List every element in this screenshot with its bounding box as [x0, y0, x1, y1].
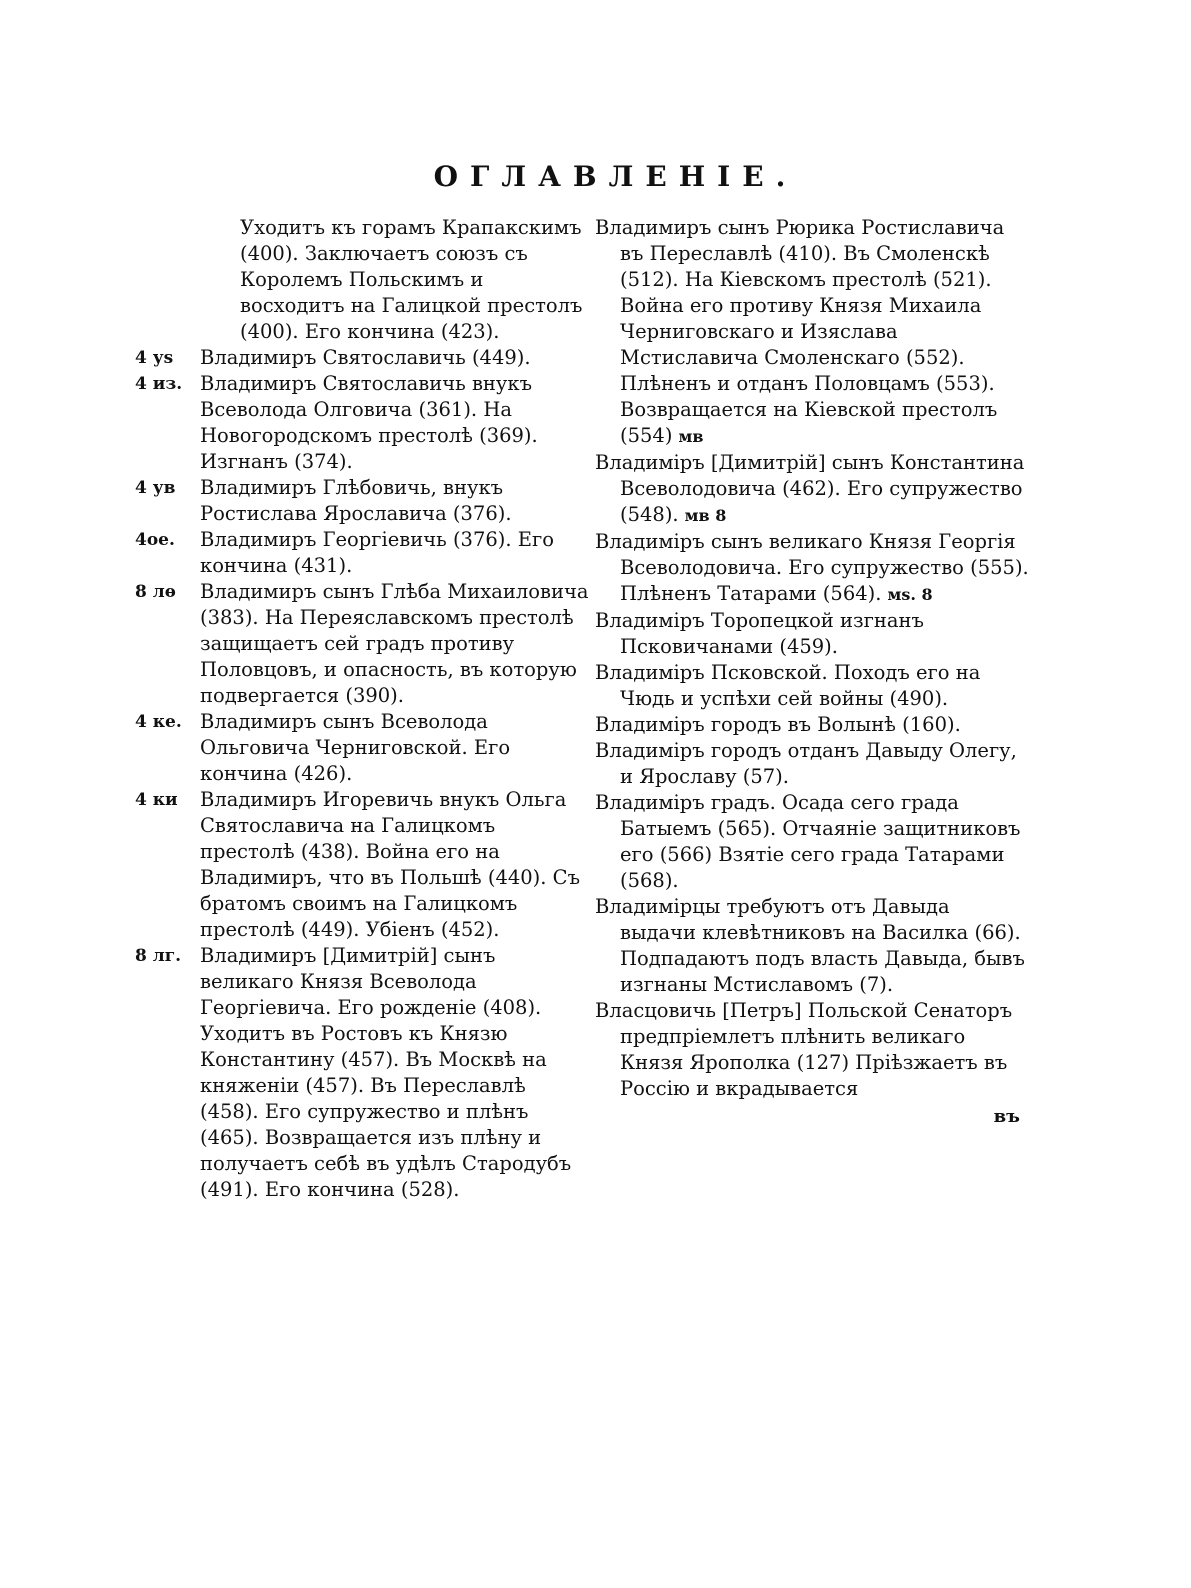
entry-mark: 4 ув: [135, 478, 176, 498]
entry-text: Владимірцы требуютъ отъ Давыда выдачи клевѣтниковъ на Василка (66). Подпадаютъ подъ власть Давыда, бывъ изгнаны Мстиславомъ (7).: [595, 895, 1025, 996]
index-entry: [135, 345, 590, 371]
index-entry: [135, 215, 590, 345]
index-entry: [595, 712, 1040, 738]
entry-mark: 4 ки: [135, 790, 178, 810]
index-entry: [595, 738, 1040, 790]
index-entry: [135, 787, 590, 943]
index-entry: [595, 215, 1040, 450]
entry-mark: 8 лѳ: [135, 582, 176, 602]
entry-text: Власцовичь [Петръ] Польской Сенаторъ предпріемлетъ плѣнить великаго Князя Ярополка (127) Пріѣзжаетъ въ Россію и вкрадывается: [595, 999, 1013, 1100]
entry-text: Владиміръ городъ отданъ Давыду Олегу, и Ярославу (57).: [595, 739, 1017, 788]
entry-text: Владиміръ городъ въ Волынѣ (160).: [595, 713, 961, 736]
entry-text: Владиміръ Псковской. Походъ его на Чюдь и успѣхи сей войны (490).: [595, 661, 981, 710]
catchword: въ: [993, 1106, 1020, 1127]
entry-mark: мв: [678, 427, 704, 446]
index-entry: [135, 709, 590, 787]
entry-text: Владимиръ Святославичь (449).: [200, 346, 531, 369]
page-title: ОГЛАВЛЕНІЕ.: [433, 160, 798, 193]
entry-mark: 4 из.: [135, 374, 183, 394]
index-entry: [595, 450, 1040, 529]
entry-text: Владиміръ сынъ великаго Князя Георгія Всеволодовича. Его супружество (555). Плѣненъ Татарами (564).: [595, 530, 1029, 605]
entry-text: Владиміръ градъ. Осада сего града Батыемъ (565). Отчаяніе защитниковъ его (566) Взятіе сего града Татарами (568).: [595, 791, 1021, 892]
entry-text: Владимиръ сынъ Рюрика Ростиславича въ Переславлѣ (410). Въ Смоленскѣ (512). На Кіевскомъ престолѣ (521). Война его противу Князя Михаила Черниговскаго и Изяслава Мстиславича Смоленскаго (552). Плѣненъ и отданъ Половцамъ (553). Возвращается на Кіевской престолъ (554): [595, 216, 1005, 447]
entry-text: Владимиръ Святославичь внукъ Всеволода Олговича (361). На Новогородскомъ престолѣ (369). Изгнанъ (374).: [200, 372, 538, 473]
index-entry: [595, 894, 1040, 998]
left-column: [135, 215, 590, 1203]
index-entry: [135, 579, 590, 709]
index-entry: [595, 529, 1040, 608]
right-column: [595, 215, 1040, 1127]
entry-text: Владимиръ сынъ Всеволода Ольговича Черниговской. Его кончина (426).: [200, 710, 511, 785]
index-entry: [595, 790, 1040, 894]
entry-mark: 4 уѕ: [135, 348, 174, 368]
entry-mark: 8 лг.: [135, 946, 182, 966]
index-entry: [135, 943, 590, 1203]
entry-mark: мѕ. 8: [887, 585, 933, 604]
index-entry: [595, 660, 1040, 712]
entry-text: Владимиръ Глѣбовичь, внукъ Ростислава Ярославича (376).: [200, 476, 512, 525]
index-entry: [595, 608, 1040, 660]
entry-text: Владимиръ [Димитрій] сынъ великаго Князя Всеволода Георгіевича. Его рожденіе (408). Уходитъ въ Ростовъ къ Князю Константину (457). Въ Москвѣ на княженіи (457). Въ Переславлѣ (458). Его супружество и плѣнъ (465). Возвращается изъ плѣну и получаетъ себѣ въ удѣлъ Стародубъ (491). Его кончина (528).: [200, 944, 572, 1201]
entry-mark: 4ое.: [135, 530, 175, 550]
entry-text: Владиміръ Торопецкой изгнанъ Псковичанами (459).: [595, 609, 924, 658]
entry-mark: мв 8: [684, 506, 727, 525]
entry-text: Владимиръ сынъ Глѣба Михаиловича (383). На Переяславскомъ престолѣ защищаетъ сей градъ противу Половцовъ, и опасность, въ которую подвергается (390).: [200, 580, 589, 707]
index-entry: [595, 998, 1040, 1127]
index-entry: [135, 371, 590, 475]
index-entry: [135, 527, 590, 579]
index-entry: [135, 475, 590, 527]
entry-text: Владимиръ Игоревичь внукъ Ольга Святославича на Галицкомъ престолѣ (438). Война его на Владимиръ, что въ Польшѣ (440). Съ братомъ своимъ на Галицкомъ престолѣ (449). Убіенъ (452).: [200, 788, 580, 941]
entry-text: Уходитъ къ горамъ Крапакскимъ (400). Заключаетъ союзъ съ Королемъ Польскимъ и восходитъ на Галицкой престолъ (400). Его кончина (423).: [240, 216, 583, 343]
entry-text: Владиміръ [Димитрій] сынъ Константина Всеволодовича (462). Его супружество (548).: [595, 451, 1025, 526]
entry-text: Владимиръ Георгіевичь (376). Его кончина (431).: [200, 528, 554, 577]
entry-mark: 4 ке.: [135, 712, 182, 732]
